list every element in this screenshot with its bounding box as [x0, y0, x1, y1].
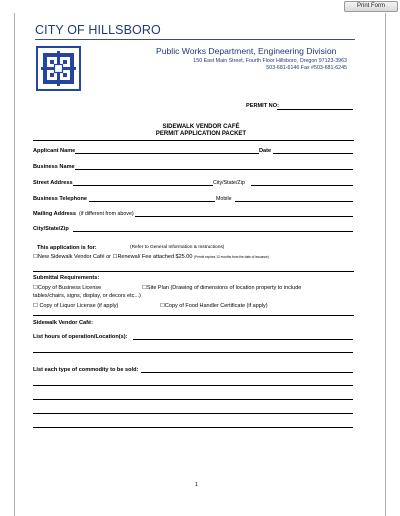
hours-location-line-2[interactable]	[33, 352, 353, 353]
commodity-label: List each type of commodity to be sold:	[33, 367, 139, 373]
section-divider	[33, 140, 354, 141]
renewal-note: (Permit expires 12 months from the date of issuance)	[193, 255, 269, 259]
date-label: Date	[259, 148, 272, 154]
permit-number-label: PERMIT NO:	[246, 103, 279, 109]
site-plan-description: tables/chairs, signs, display, or decors etc...)	[33, 293, 141, 299]
form-subtitle: PERMIT APPLICATION PACKET	[155, 131, 247, 137]
city-state-zip-label: City/State/Zip	[33, 226, 69, 232]
mobile-label: Mobile	[216, 196, 232, 202]
city-state-zip-inline-field[interactable]	[251, 185, 353, 186]
street-address-field[interactable]	[73, 185, 213, 186]
hours-location-label: List hours of operation/Location(s):	[33, 334, 128, 340]
renewal-checkbox[interactable]: ☐Renewal/ Fee attached $25.00	[112, 254, 193, 260]
commodity-line-2[interactable]	[33, 385, 353, 386]
mailing-address-label: Mailing Address	[33, 211, 76, 217]
mailing-address-field[interactable]	[135, 216, 353, 217]
department-address: 150 East Main Street, Fourth Floor Hillsboro, Oregon 97123-3963	[193, 58, 347, 64]
business-name-field[interactable]	[75, 169, 353, 170]
street-address-label: Street Address	[33, 180, 73, 186]
header-divider	[35, 39, 355, 40]
new-cafe-checkbox[interactable]: ☐New Sidewalk Vendor Café	[33, 254, 105, 260]
liquor-license-checkbox[interactable]: ☐ Copy of Liquor License (if apply)	[33, 303, 119, 309]
form-page	[14, 13, 386, 516]
department-name: Public Works Department, Engineering Division	[156, 46, 337, 56]
application-type-note: (Refer to General Information & Instructions)	[130, 245, 225, 250]
department-phone: 503-681-6146 Fax #503-681-6245	[266, 65, 347, 71]
permit-number-field[interactable]	[277, 109, 353, 110]
application-type-label: This application is for:	[37, 245, 97, 251]
section-divider	[33, 271, 354, 272]
business-license-checkbox[interactable]: ☐Copy of Business License	[33, 285, 102, 291]
city-logo-icon	[36, 46, 81, 91]
business-telephone-label: Business Telephone	[33, 196, 87, 202]
business-name-label: Business Name	[33, 164, 75, 170]
print-form-button[interactable]: Print Form	[344, 1, 398, 12]
applicant-name-field[interactable]	[75, 153, 259, 154]
sidewalk-cafe-label: Sidewalk Vendor Café:	[33, 320, 93, 326]
submittal-requirements-label: Submittal Requirements:	[33, 275, 100, 281]
hours-location-field[interactable]	[133, 339, 353, 340]
mobile-field[interactable]	[235, 201, 353, 202]
or-text: or	[106, 254, 111, 260]
mailing-address-note: (if different from above)	[79, 211, 134, 217]
date-field[interactable]	[273, 153, 353, 154]
section-divider	[33, 315, 354, 316]
site-plan-checkbox[interactable]: ☐Site Plan (Drawing of dimensions of location property to include	[142, 285, 302, 291]
form-title: SIDEWALK VENDOR CAFÉ	[162, 124, 240, 130]
commodity-line-4[interactable]	[33, 413, 353, 414]
commodity-line-5[interactable]	[33, 427, 353, 428]
business-telephone-field[interactable]	[89, 201, 215, 202]
page-number: 1	[195, 482, 199, 488]
food-handler-checkbox[interactable]: ☐Copy of Food Handler Certificate (if apply)	[160, 303, 268, 309]
commodity-line-3[interactable]	[33, 399, 353, 400]
city-state-zip-inline-label: City/State/Zip	[213, 180, 245, 186]
city-title: CITY OF HILLSBORO	[35, 23, 161, 37]
city-state-zip-field[interactable]	[73, 231, 353, 232]
application-options	[33, 254, 269, 260]
applicant-name-label: Applicant Name	[33, 148, 76, 154]
commodity-field[interactable]	[141, 372, 353, 373]
